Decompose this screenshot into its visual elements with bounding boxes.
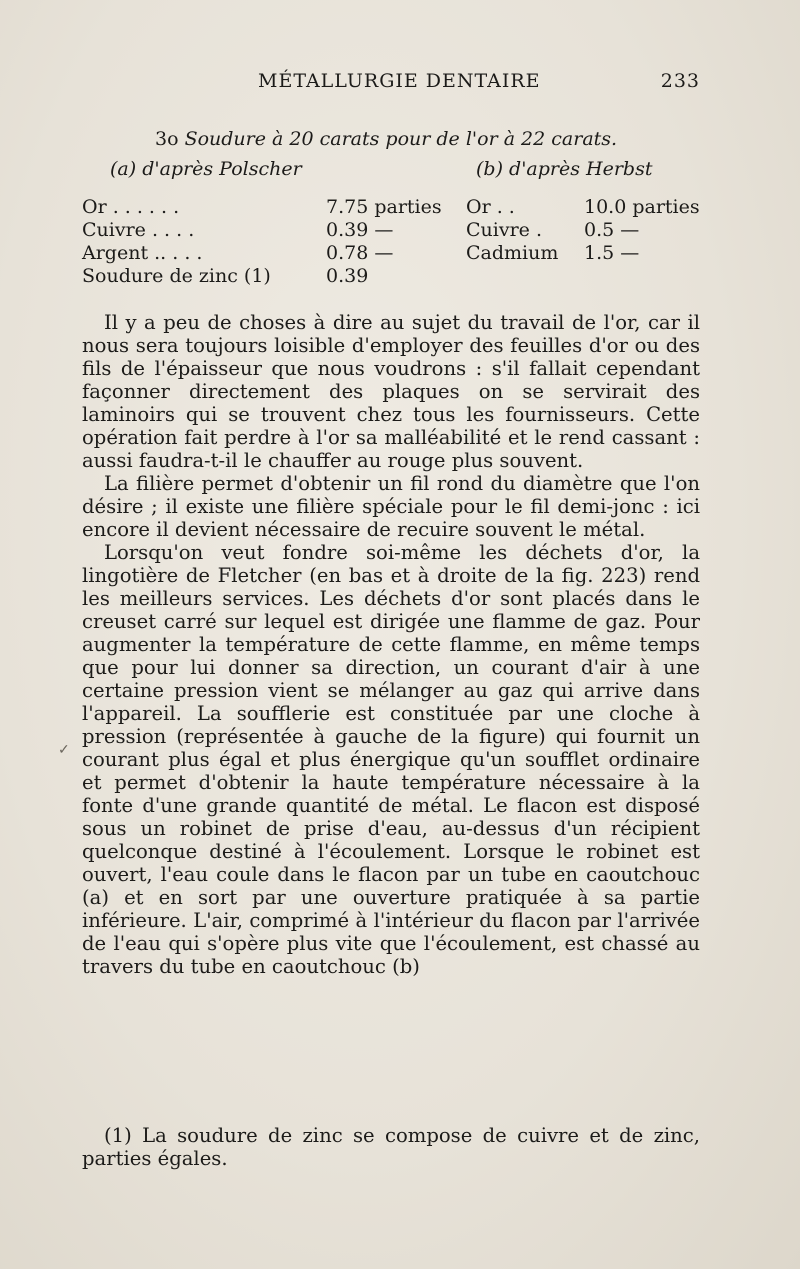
ingredient-value: 0.78 —: [326, 242, 394, 264]
ingredient-value: 7.75 parties: [326, 196, 442, 218]
ingredient-value: 10.0 parties: [584, 196, 700, 218]
paragraph: La filière permet d'obtenir un fil rond du diamètre que l'on désire ; il existe une filière spéciale pour le fil demi-jonc : ici encore il devient nécessaire de recuire souvent le métal.: [82, 472, 700, 541]
ingredient-value: 0.5 —: [584, 219, 640, 241]
recipe-title: [155, 128, 617, 150]
table-row: [82, 196, 452, 219]
ingredient-value: 0.39: [326, 265, 369, 287]
paragraph: Lorsqu'on veut fondre soi-même les déchets d'or, la lingotière de Fletcher (en bas et à droite de la fig. 223) rend les meilleurs services. Les déchets d'or sont placés dans le creuset carré sur lequel est dirigée une flamme de gaz. Pour augmenter la température de cette flamme, en même temps que pour lui donner sa direction, un courant d'air à une certaine pression vient se mélanger au gaz qui arrive dans l'appareil. La soufflerie est constituée par une cloche à pression (représentée à gauche de la figure) qui fournit un courant plus égal et plus énergique qu'un soufflet ordinaire et permet d'obtenir la haute température nécessaire à la fonte d'une grande quantité de métal. Le flacon est disposé sous un robinet de prise d'eau, au-dessus d'un récipient quelconque destiné à l'écoulement. Lorsque le robinet est ouvert, l'eau coule dans le flacon par un tube en caoutchouc (a) et en sort par une ouverture pratiquée à sa partie inférieure. L'air, comprimé à l'intérieur du flacon par l'arrivée de l'eau qui s'opère plus vite que l'écoulement, est chassé au travers du tube en caoutchouc (b): [82, 541, 700, 978]
table-row: [466, 242, 706, 265]
paragraph: Il y a peu de choses à dire au sujet du travail de l'or, car il nous sera toujours loisible d'employer des feuilles d'or ou des fils de l'épaisseur que nous voudrons : s'il fallait cependant façonner directement des plaques on se servirait des laminoirs qui se trouvent chez tous les fournisseurs. Cette opération fait perdre à l'or sa malléabilité et le rend cassant : aussi faudra-t-il le chauffer au rouge plus souvent.: [82, 311, 700, 472]
table-row: [82, 219, 452, 242]
running-header: [80, 70, 700, 100]
recipe-title-text: Soudure à 20 carats pour de l'or à 22 carats.: [184, 128, 618, 150]
ingredient-name: Or . .: [466, 196, 515, 218]
ingredient-name: Cuivre .: [466, 219, 542, 241]
footnote: (1) La soudure de zinc se compose de cuivre et de zinc, parties égales.: [82, 1124, 700, 1170]
ingredient-name: Soudure de zinc (1): [82, 265, 271, 287]
page-number: 233: [660, 70, 700, 92]
recipe-number: 3o: [155, 128, 179, 150]
table-row: [466, 196, 706, 219]
body-text: [82, 311, 700, 978]
ingredient-value: 0.39 —: [326, 219, 394, 241]
ingredient-name: Or . . . . . .: [82, 196, 180, 218]
column-b-heading: (b) d'après Herbst: [476, 158, 653, 180]
table-row: [82, 265, 452, 288]
ingredient-name: Cadmium: [466, 242, 559, 264]
running-title: MÉTALLURGIE DENTAIRE: [258, 70, 541, 92]
ingredient-name: Cuivre . . . .: [82, 219, 195, 241]
margin-mark: ✓: [58, 742, 70, 758]
composition-table-a: [82, 196, 452, 288]
ingredient-name: Argent .. . . .: [82, 242, 203, 264]
composition-table-b: [466, 196, 706, 265]
column-a-heading: (a) d'après Polscher: [110, 158, 302, 180]
table-row: [466, 219, 706, 242]
table-row: [82, 242, 452, 265]
ingredient-value: 1.5 —: [584, 242, 640, 264]
